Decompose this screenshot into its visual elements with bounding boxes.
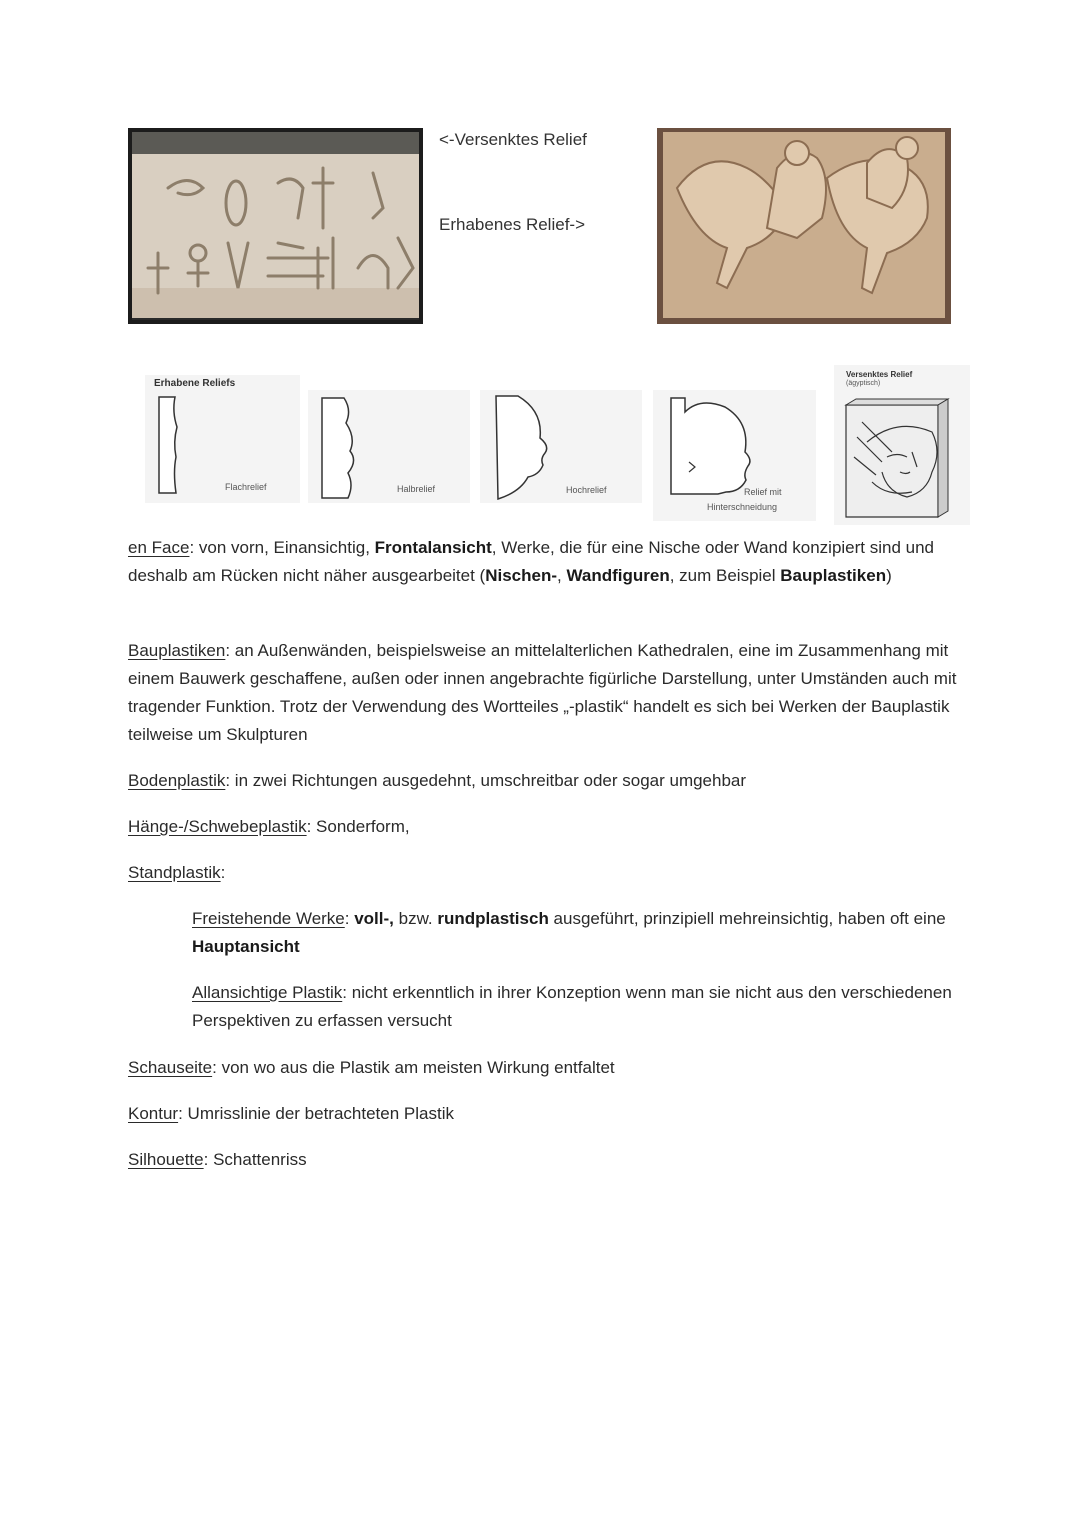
term-bodenplastik: Bodenplastik: [128, 771, 226, 790]
diagram-versenktes-relief: [834, 365, 970, 525]
versenkt-sub: (ägyptisch): [846, 380, 881, 387]
label-flachrelief: Flachrelief: [225, 482, 267, 492]
paragraph-haengeplastik: Hänge-/Schwebeplastik: Sonderform,: [128, 817, 410, 836]
paragraph-bauplastiken: Bauplastiken: an Außenwänden, beispielsweise an mittelalterlichen Kathedralen, eine im Zusammenhang mit einem Bauwerk geschaffene, außen oder innen angebrachte figürliche Darstellung, unter Umständen auch mit tragender Funktion. Trotz der Verwendung des Wortteiles „-plastik“ handelt es sich bei Werken der Bauplastik teilweise um Skulpturen: [128, 641, 957, 744]
label-hinterschneidung-2: Hinterschneidung: [707, 502, 778, 512]
term-schauseite: Schauseite: [128, 1058, 213, 1077]
term-standplastik: Standplastik: [128, 863, 221, 882]
term-allansichtige-plastik: Allansichtige Plastik: [192, 983, 343, 1002]
diagram-header: Erhabene Reliefs: [154, 378, 236, 389]
label-hochrelief: Hochrelief: [566, 485, 607, 495]
paragraph-freistehende-werke: Freistehende Werke: voll-, bzw. rundplastisch ausgeführt, prinzipiell mehreinsichtig, haben oft eine Hauptansicht: [192, 909, 946, 956]
diagram-hochrelief: [480, 390, 642, 503]
paragraph-schauseite: Schauseite: von wo aus die Plastik am meisten Wirkung entfaltet: [128, 1058, 615, 1077]
label-hinterschneidung-1: Relief mit: [744, 487, 782, 497]
raised-relief-photo: [657, 128, 951, 324]
sunken-relief-photo: [128, 128, 423, 324]
caption-sunken-relief: <-Versenktes Relief: [439, 130, 587, 149]
term-kontur: Kontur: [128, 1104, 179, 1123]
caption-raised-relief: Erhabenes Relief->: [439, 215, 586, 234]
paragraph-allansichtige-plastik: Allansichtige Plastik: nicht erkenntlich in ihrer Konzeption wenn man sie nicht aus den verschiedenen Perspektiven zu erfassen versucht: [192, 983, 952, 1030]
diagram-halbrelief: [308, 390, 470, 503]
term-freistehende-werke: Freistehende Werke: [192, 909, 345, 928]
term-haengeplastik: Hänge-/Schwebeplastik: [128, 817, 307, 836]
paragraph-kontur: Kontur: Umrisslinie der betrachteten Plastik: [128, 1104, 454, 1123]
paragraph-en-face: en Face: von vorn, Einansichtig, Frontalansicht, Werke, die für eine Nische oder Wand konzipiert sind und deshalb am Rücken nicht näher ausgearbeitet (Nischen-, Wandfiguren, zum Beispiel Bauplastiken): [128, 538, 935, 585]
versenkt-title: Versenktes Relief: [846, 370, 913, 379]
label-halbrelief: Halbrelief: [397, 484, 436, 494]
term-silhouette: Silhouette: [128, 1150, 204, 1169]
diagram-flachrelief: [145, 375, 300, 503]
term-bauplastiken: Bauplastiken: [128, 641, 226, 660]
paragraph-silhouette: Silhouette: Schattenriss: [128, 1150, 307, 1169]
term-en-face: en Face: [128, 538, 190, 557]
paragraph-bodenplastik: Bodenplastik: in zwei Richtungen ausgedehnt, umschreitbar oder sogar umgehbar: [128, 771, 747, 790]
paragraph-standplastik: Standplastik:: [128, 863, 226, 882]
